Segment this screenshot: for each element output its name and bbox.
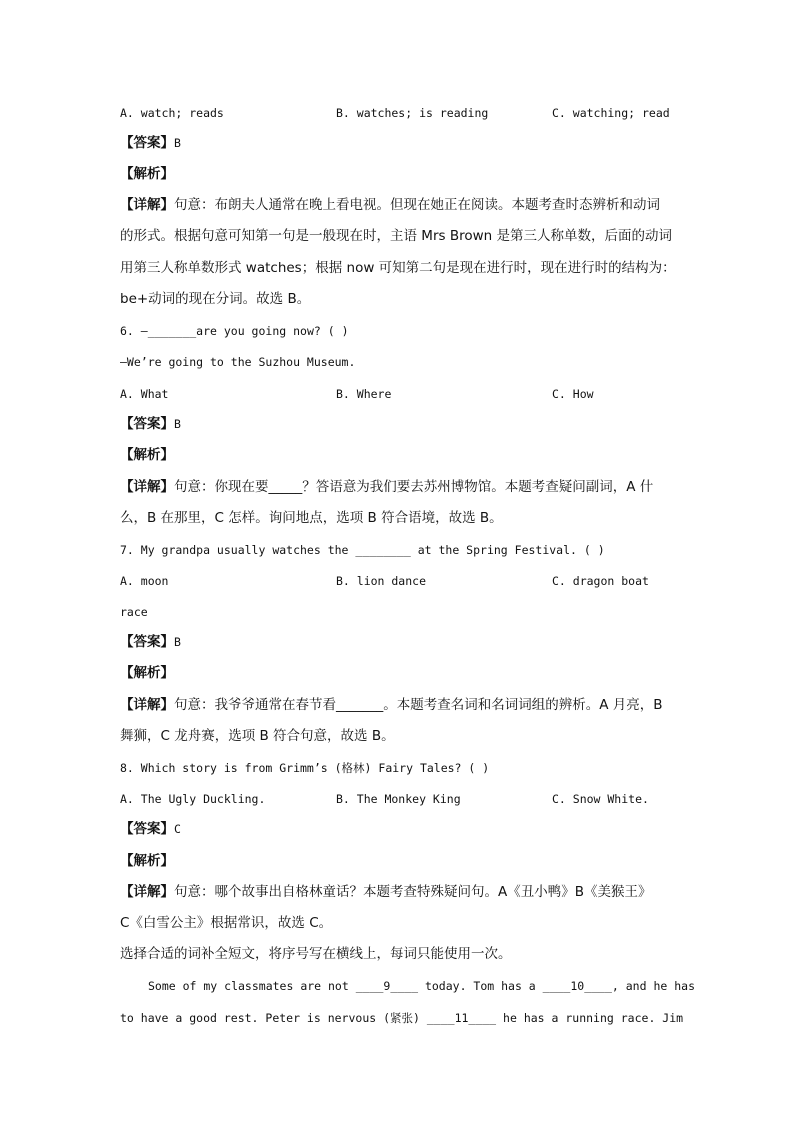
q6-stem-prefix: 6. — [120, 324, 148, 338]
q6-reply: —We’re going to the Suzhou Museum. [120, 355, 356, 369]
q6-stem-suffix: are you going now? ( ) [196, 324, 349, 338]
detail-label: 【详解】 [120, 197, 174, 213]
answer-label: 【答案】 [120, 821, 174, 837]
q6-option-b: B. Where [336, 387, 392, 401]
q7-detail-line2: 舞狮，C 龙舟赛，选项 B 符合句意，故选 B。 [120, 728, 395, 744]
q7-option-c: C. dragon boat [552, 574, 649, 588]
q8-answer [120, 821, 181, 837]
q6-analysis-label: 【解析】 [120, 447, 174, 463]
q7-option-b: B. lion dance [336, 574, 427, 588]
detail-text: 句意：哪个故事出自格林童话？本题考查特殊疑问句。A《丑小鸭》B《美猴王》 [174, 884, 652, 900]
q6-stem [120, 323, 349, 339]
answer-label: 【答案】 [120, 634, 174, 650]
q6-option-c: C. How [552, 387, 594, 401]
cloze-blank-10: ____10____ [542, 979, 612, 993]
cloze-paragraph-line1 [148, 978, 695, 994]
q5-option-b: B. watches; is reading [336, 106, 489, 120]
q8-analysis-label: 【解析】 [120, 853, 174, 869]
q7-option-c-wrap: race [120, 605, 148, 619]
answer-value: B [174, 635, 181, 649]
q5-analysis-label: 【解析】 [120, 166, 174, 182]
q8-option-c: C. Snow White. [552, 792, 649, 806]
q7-option-a: A. moon [120, 574, 169, 588]
cloze-text: Some of my classmates are not [148, 979, 356, 993]
q5-detail-line4: be+动词的现在分词。故选 B。 [120, 291, 311, 307]
q8-option-b: B. The Monkey King [336, 792, 461, 806]
answer-value: B [174, 136, 181, 150]
q6-blank: _______ [147, 324, 197, 338]
q6-answer [120, 416, 181, 432]
detail-label: 【详解】 [120, 479, 174, 495]
q5-detail-line3: 用第三人称单数形式 watches；根据 now 可知第二句是现在进行时，现在进行时的结构为： [120, 260, 676, 276]
answer-value: B [174, 417, 181, 431]
cloze-blank-11: ____11____ [426, 1011, 497, 1025]
detail-text: 句意：我爷爷通常在春节看_______。本题考查名词和名词词组的辨析。A 月亮，B [174, 697, 663, 713]
detail-text: 句意：你现在要_____？答语意为我们要去苏州博物馆。本题考查疑问副词，A 什 [174, 479, 654, 495]
answer-value: C [174, 822, 181, 836]
cloze-text: today. Tom has a [418, 979, 543, 993]
cloze-blank-9: ____9____ [355, 979, 419, 993]
q8-option-a: A. The Ugly Duckling. [120, 792, 266, 806]
q8-detail-line2: C《白雪公主》根据常识，故选 C。 [120, 915, 333, 931]
cloze-text: , and he has [611, 979, 695, 993]
cloze-paragraph-line2 [120, 1010, 683, 1026]
q7-answer [120, 634, 181, 650]
q8-stem: 8. Which story is from Grimm’s (格林) Fairy Tales? ( ) [120, 761, 490, 775]
q5-detail-line1 [120, 197, 660, 213]
answer-label: 【答案】 [120, 416, 174, 432]
answer-label: 【答案】 [120, 135, 174, 151]
q5-option-a: A. watch; reads [120, 106, 224, 120]
q7-detail-line1 [120, 697, 663, 713]
cloze-text: to have a good rest. Peter is nervous (紧张) [120, 1011, 427, 1025]
cloze-text: he has a running race. Jim [496, 1011, 684, 1025]
q7-stem: 7. My grandpa usually watches the ________ at the Spring Festival. ( ) [120, 543, 605, 557]
q5-answer [120, 135, 181, 151]
q8-detail-line1 [120, 884, 652, 900]
q7-analysis-label: 【解析】 [120, 665, 174, 681]
cloze-instruction: 选择合适的词补全短文，将序号写在横线上，每词只能使用一次。 [120, 946, 512, 962]
detail-label: 【详解】 [120, 884, 174, 900]
q5-option-c: C. watching; read [552, 106, 670, 120]
detail-text: 句意：布朗夫人通常在晚上看电视。但现在她正在阅读。本题考查时态辨析和动词 [174, 197, 660, 213]
q6-detail-line2: 么，B 在那里，C 怎样。询问地点，选项 B 符合语境，故选 B。 [120, 510, 503, 526]
q6-option-a: A. What [120, 387, 169, 401]
q6-detail-line1 [120, 479, 653, 495]
q5-detail-line2: 的形式。根据句意可知第一句是一般现在时，主语 Mrs Brown 是第三人称单数，后面的动词 [120, 228, 672, 244]
detail-label: 【详解】 [120, 697, 174, 713]
